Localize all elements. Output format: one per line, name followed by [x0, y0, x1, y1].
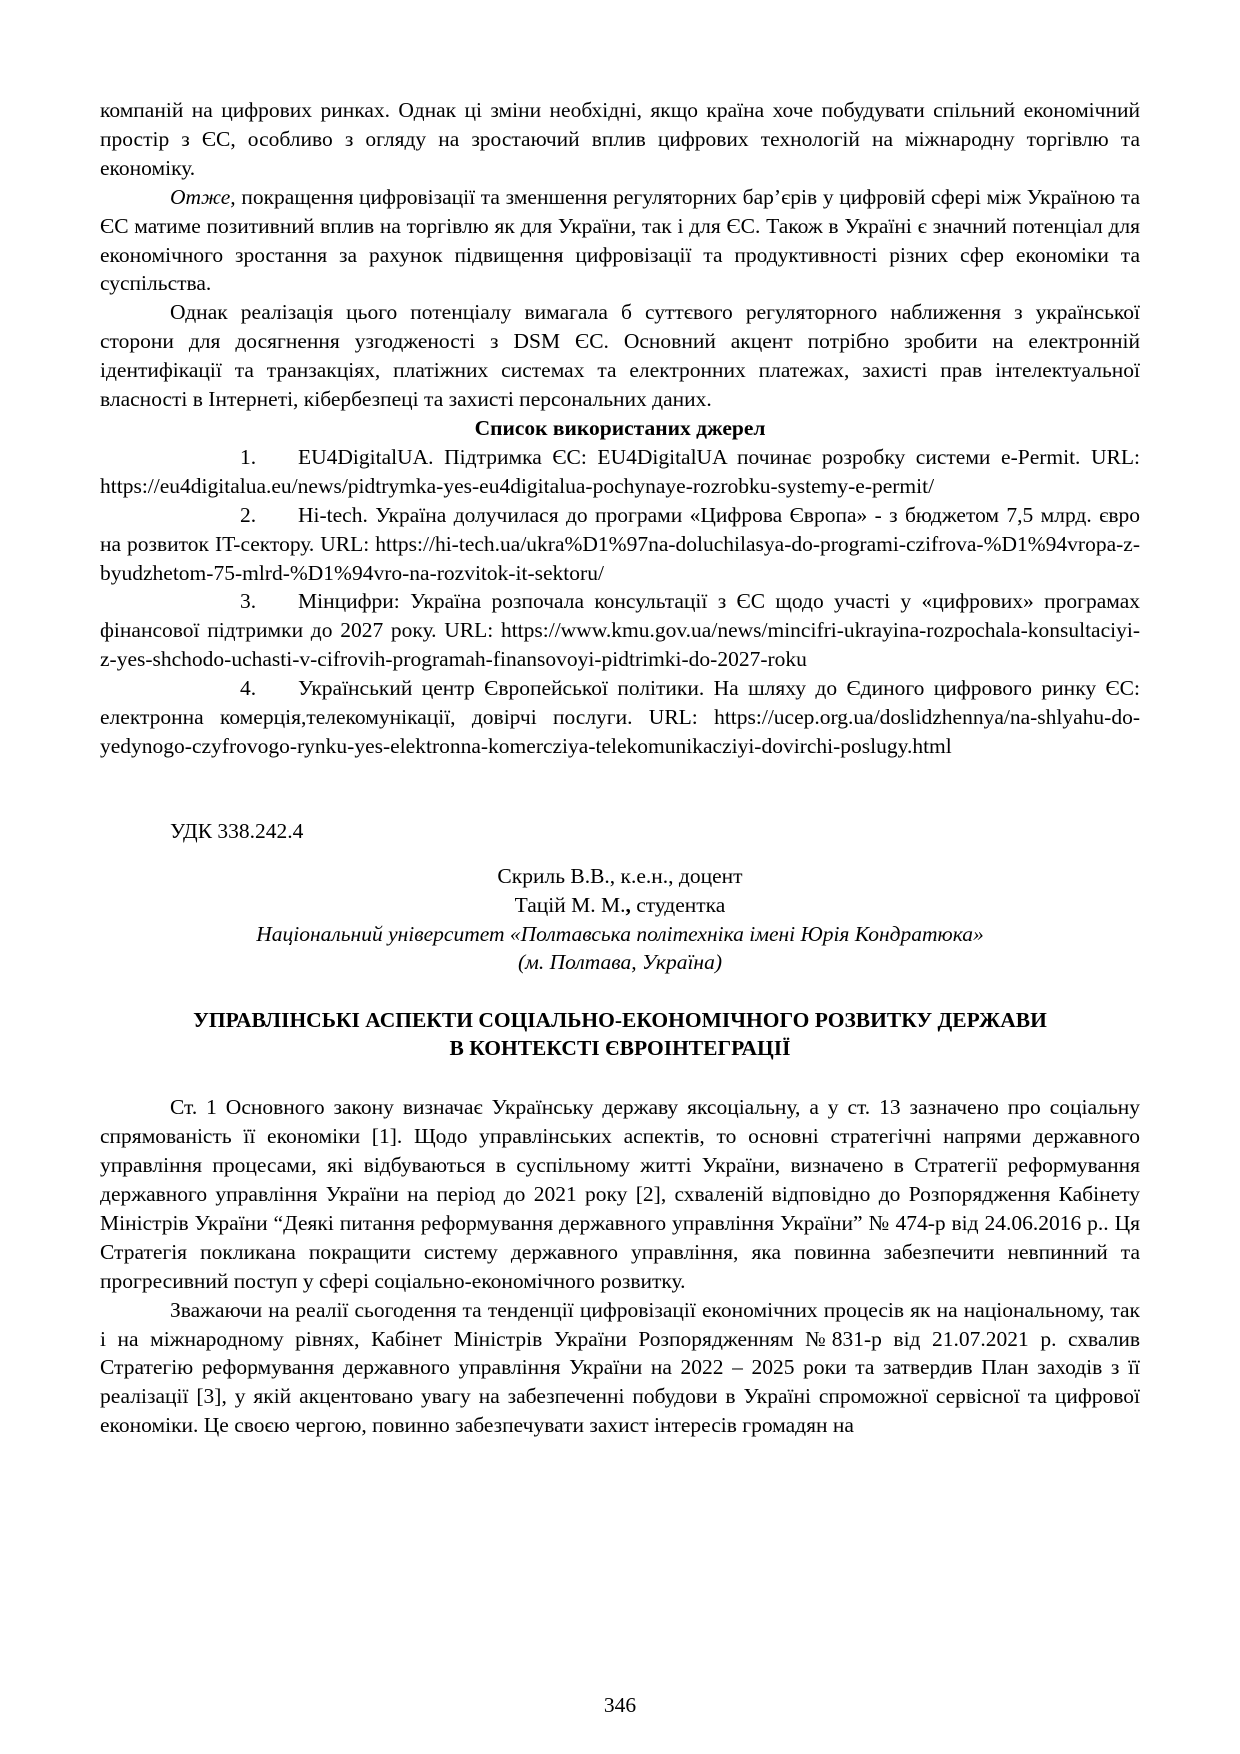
city: (м. Полтава, Україна): [517, 950, 722, 975]
author-line-2: [100, 891, 1140, 920]
new-article-header: [100, 817, 1140, 978]
paragraph-potential: Однак реалізація цього потенціалу вимагала б суттєвого регуляторного наближення з української сторони для досягнення узгодженості з DSM ЄС. Основний акцент потрібно зробити на електронній ідентифікації та транзакціях, платіжних системах та електронних платежах, захисті прав інтелектуальної власності в Інтернеті, кібербезпеці та захисті персональних даних.: [100, 300, 1140, 412]
affiliation: Національний університет «Полтавська політехніка імені Юрія Кондратюка»: [256, 921, 984, 946]
reference-text: Hi-tech. Україна долучилася до програми «Цифрова Європа» - з бюджетом 7,5 млрд. євро на розвиток IT-сектору. URL: https://hi-tech.ua/ukra%D1%97na-doluchilasya-do-programi-czifrova-%D1%94vropa-z-byudzhetom-75-mlrd-%D1%94vro-na-rozvitok-it-sektoru/: [100, 502, 1140, 585]
author-name: Тацій М. М.: [514, 892, 626, 917]
reference-item: [100, 501, 1140, 588]
author-role: студентка: [630, 892, 726, 917]
author-line-1: Скриль В.В., к.е.н., доцент: [497, 863, 743, 888]
paragraph-new-2: Зважаючи на реалії сьогодення та тенденції цифровізації економічних процесів як на національному, так і на міжнародному рівнях, Кабінет Міністрів України Розпорядженням №831-р від 21.07.2021 р. схвалив Стратегію реформування державного управління України на 2022 – 2025 роки та затвердив План заходів з її реалізації [3], у якій акцентовано увагу на забезпеченні побудови в Україні спроможної сервісної та цифрової економіки. Це своєю чергою, повинно забезпечувати захист інтересів громадян на: [100, 1297, 1140, 1438]
continued-article-body: [100, 96, 1140, 414]
section-gap: [100, 761, 1140, 817]
paragraph-otzhe: [100, 183, 1140, 299]
reference-text: Мінцифри: Україна розпочала консультації з ЄС щодо участі у «цифрових» програмах фінансової підтримки до 2027 року. URL: https://www.kmu.gov.ua/news/mincifri-ukrayina-rozpochala-konsultaciyi-z-yes-shchodo-uchasti-v-cifrovih-programah-finansovoyi-pidtrimki-do-2027-roku: [100, 589, 1140, 672]
otzhe-lead: Отже,: [170, 184, 242, 209]
references-heading: Список використаних джерел: [474, 415, 766, 440]
page-title: [100, 1007, 1140, 1063]
reference-number: 2.: [240, 502, 257, 527]
reference-text: EU4DigitalUA. Підтримка ЄС: EU4DigitalUA починає розробку системи e-Permit. URL: https://eu4digitalua.eu/news/pidtrymka-yes-eu4digitalua-pochynaye-rozrobku-systemy-e-permit/: [100, 444, 1140, 498]
paragraph-continued-top: компаній на цифрових ринках. Однак ці зміни необхідні, якщо країна хоче побудувати спільний економічний простір з ЄС, особливо з огляду на зростаючий вплив цифрових технологій на міжнародну торгівлю та економіку.: [100, 98, 1140, 180]
title-gap-bottom: [100, 1063, 1140, 1093]
reference-item: [100, 674, 1140, 761]
reference-text: Український центр Європейської політики. На шляху до Єдиного цифрового ринку ЄС: електронна комерція,телекомунікації, довірчі послуги. URL: https://ucep.org.ua/doslidzhennya/na-shlyahu-do-yedynogo-czyfrovogo-rynku-yes-elektronna-komercziya-telekomunikacziyi-dovirchi-poslugy.html: [100, 676, 1140, 758]
udc-code: УДК 338.242.4: [170, 818, 304, 843]
otzhe-body: покращення цифровізації та зменшення регуляторних бар’єрів у цифровій сфері між Україною та ЄС матиме позитивний вплив на торгівлю як для України, так і для ЄС. Також в Україні є значний потенціал для економічного зростання за рахунок підвищення цифровізації та продуктивності різних сфер економіки та суспільства.: [100, 184, 1140, 296]
udc-gap: [100, 846, 1140, 862]
author-comma: ,: [625, 892, 631, 917]
paragraph-new-1: Ст. 1 Основного закону визначає Українську державу яксоціальну, а у ст. 13 зазначено про соціальну спрямованість її економіки [1]. Щодо управлінських аспектів, то основні стратегічні напрями державного управління процесами, які відбуваються в суспільному житті України, визначено в Стратегії реформування державного управління України на період до 2021 року [2], схваленій відповідно до Розпорядження Кабінету Міністрів України “Деякі питання реформування державного управління України” № 474-р від 24.06.2016 р.. Ця Стратегія покликана покращити систему державного управління, яка повинна забезпечити невпинний та прогресивний поступ у сфері соціально-економічного розвитку.: [100, 1095, 1140, 1293]
reference-number: 1.: [240, 444, 257, 469]
article-title-line-1: УПРАВЛІНСЬКІ АСПЕКТИ СОЦІАЛЬНО-ЕКОНОМІЧНОГО РОЗВИТКУ ДЕРЖАВИ: [193, 1008, 1047, 1033]
title-gap-top: [100, 977, 1140, 1007]
reference-number: 3.: [240, 589, 257, 614]
references-section: [100, 414, 1140, 761]
new-article-body: [100, 1093, 1140, 1440]
reference-item: [100, 443, 1140, 501]
reference-number: 4.: [240, 676, 257, 701]
page-number: 346: [603, 1693, 637, 1718]
article-title-line-2: В КОНТЕКСТІ ЄВРОІНТЕГРАЦІЇ: [449, 1036, 791, 1061]
reference-item: [100, 587, 1140, 674]
